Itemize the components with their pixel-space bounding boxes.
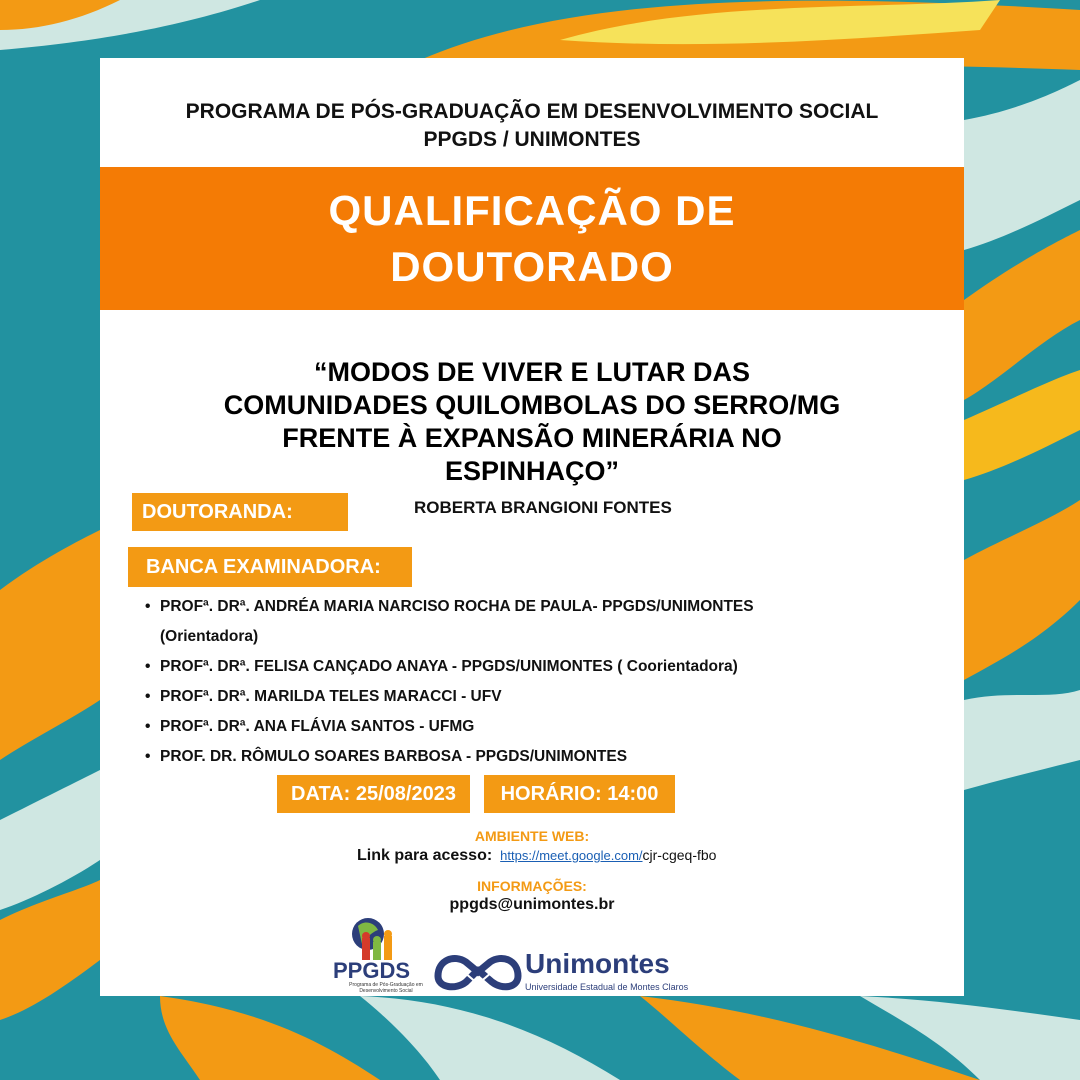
unimontes-logo-icon xyxy=(432,946,524,992)
thesis-title-line: FRENTE À EXPANSÃO MINERÁRIA NO xyxy=(282,423,782,453)
meeting-link-row xyxy=(357,847,716,865)
member-text: PROF. DR. RÔMULO SOARES BARBOSA - PPGDS/UNIMONTES xyxy=(160,748,628,765)
event-title-line: QUALIFICAÇÃO DE xyxy=(328,187,736,234)
contact-email[interactable]: ppgds@unimontes.br xyxy=(449,896,615,913)
committee-member xyxy=(145,682,945,712)
program-header xyxy=(100,98,964,154)
bullet: • xyxy=(145,658,151,675)
web-label: AMBIENTE WEB: xyxy=(474,828,590,844)
committee-member xyxy=(145,742,945,772)
committee-label: BANCA EXAMINADORA: xyxy=(128,547,412,587)
member-text: PROFª. DRª. ANDRÉA MARIA NARCISO ROCHA DE PAULA- PPGDS/UNIMONTES xyxy=(160,598,754,615)
student-label: DOUTORANDA: xyxy=(132,493,348,531)
member-text: PROFª. DRª. MARILDA TELES MARACCI - UFV xyxy=(160,688,502,705)
meeting-code: cjr-cgeq-fbo xyxy=(642,847,717,863)
info-label: INFORMAÇÕES: xyxy=(477,878,587,894)
bullet: • xyxy=(145,748,151,765)
bullet: • xyxy=(145,688,151,705)
thesis-title-line: COMUNIDADES QUILOMBOLAS DO SERRO/MG xyxy=(223,390,841,420)
bullet: • xyxy=(145,718,151,735)
time-badge: HORÁRIO: 14:00 xyxy=(484,775,675,813)
committee-member-role xyxy=(145,622,945,652)
member-text: PROFª. DRª. FELISA CANÇADO ANAYA - PPGDS/UNIMONTES ( Coorientadora) xyxy=(160,658,738,675)
ppgds-logo-subtitle: Programa de Pós-Graduação em Desenvolvimento Social xyxy=(349,982,423,994)
committee-list xyxy=(145,592,945,772)
member-text: PROFª. DRª. ANA FLÁVIA SANTOS - UFMG xyxy=(160,718,475,735)
member-text: (Orientadora) xyxy=(160,628,259,645)
date-badge: DATA: 25/08/2023 xyxy=(277,775,470,813)
meeting-link[interactable]: https://meet.google.com/ xyxy=(500,848,643,863)
thesis-title xyxy=(160,356,904,488)
program-name: PROGRAMA DE PÓS-GRADUAÇÃO EM DESENVOLVIMENTO SOCIAL xyxy=(185,100,879,123)
program-acronym: PPGDS / UNIMONTES xyxy=(423,128,641,151)
committee-member xyxy=(145,592,945,622)
bullet: • xyxy=(145,598,151,615)
event-title-line: DOUTORADO xyxy=(390,243,674,290)
committee-member xyxy=(145,652,945,682)
committee-member xyxy=(145,712,945,742)
event-title xyxy=(100,183,964,295)
thesis-title-line: “MODOS DE VIVER E LUTAR DAS xyxy=(313,357,751,387)
student-name: ROBERTA BRANGIONI FONTES xyxy=(414,498,672,517)
link-label: Link para acesso: xyxy=(357,847,493,864)
title-banner xyxy=(100,167,964,310)
ppgds-logo-text: PPGDS xyxy=(333,958,411,983)
unimontes-logo-text: Unimontes xyxy=(525,948,670,979)
unimontes-logo-subtitle: Universidade Estadual de Montes Claros xyxy=(525,982,689,992)
thesis-title-line: ESPINHAÇO” xyxy=(444,456,620,486)
